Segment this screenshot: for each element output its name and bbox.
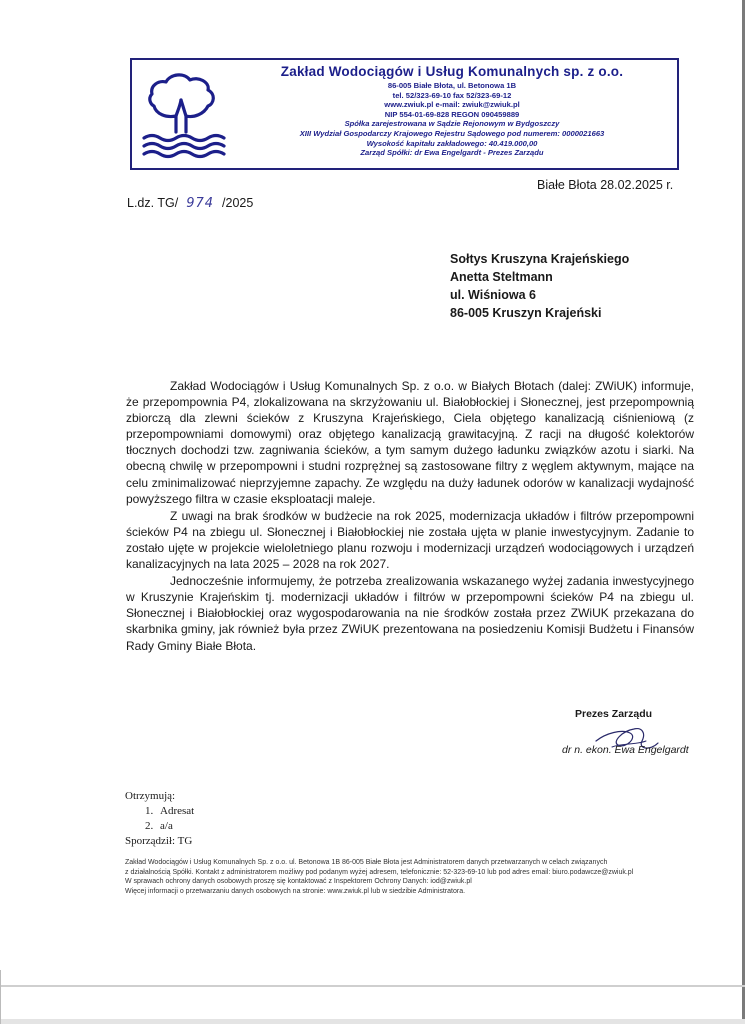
body-paragraph: Jednocześnie informujemy, że potrzeba zrealizowania wskazanego wyżej zadania inwestycyjnego w Kruszynie Krajeńskim tj. modernizacji układów i filtrów w przepompowni ścieków P4 na zbiegu ul. Słonecznej i Białobłockiej oraz wygospodarowania na nie środków została przez ZWiUK przekazana do skarbnika gminy, jak również była przez ZWiUK prezentowana na posiedzeniu Komisji Budżetu i Finansów Rady Gminy Białe Błota. [126,574,694,653]
addressee-line: Anetta Steltmann [450,270,553,284]
footer-line: W sprawach ochrony danych osobowych proszę się kontaktować z Inspektorem Ochrony Danych: iod@zwiuk.pl [125,878,472,886]
company-nip: NIP 554-01-69-828 REGON 090459889 [384,109,520,119]
list-item-number: 2. [145,820,154,832]
handwritten-signature [592,715,664,771]
footer-line: z działalnością Spółki. Kontakt z administratorem możliwy pod podanym wyżej adresem, telefonicznie: 52-323-69-10 lub pod adres email: biuro.podawcze@zwiuk.pl [125,868,634,876]
tree-water-logo-icon [138,70,228,166]
list-item-text: Adresat [160,805,195,817]
footer-line: Więcej informacji o przetwarzaniu danych osobowych na stronie: www.zwiuk.pl lub w siedzibie Administratora. [125,887,466,895]
reference-handwritten-number: 974 [186,196,215,211]
list-item [125,804,194,819]
list-item-number: 1. [145,805,154,817]
company-krs: XIII Wydział Gospodarczy Krajowego Rejestru Sądowego pod numerem: 0000021663 [299,128,605,138]
company-court: Spółka zarejestrowana w Sądzie Rejonowym w Bydgoszczy [344,119,560,129]
reference-prefix: L.dz. TG/ [127,196,179,210]
addressee-line: ul. Wiśniowa 6 [450,288,537,302]
company-board: Zarząd Spółki: dr Ewa Engelgardt - Prezes Zarządu [360,148,544,158]
body-paragraph: Z uwagi na brak środków w budżecie na rok 2025, modernizacja układów i filtrów przepompowni ścieków P4 na zbiegu ul. Słonecznej i Białobłockiej nie została ujęta w planie inwestycyjnym. Zadanie to zostało ujęte w projekcie wieloletniego planu rozwoju i modernizacji urządzeń wodociągowych i urządzeń kanalizacyjnych na lata 2025 – 2028 na rok 2027. [126,508,694,572]
scan-edge-bottom-shadow [0,1019,745,1024]
reference-number [127,196,253,211]
prepared-by: Sporządził: TG [125,835,193,847]
company-phone: tel. 52/323-69-10 fax 52/323-69-12 [392,90,512,100]
recipients-label: Otrzymują: [125,790,176,802]
letter-date: Białe Błota 28.02.2025 r. [537,178,674,192]
footer-line: Zakład Wodociągów i Usług Komunalnych Sp. z o.o. ul. Betonowa 1B 86-005 Białe Błota jest Administratorem danych przetwarzanych w celach związanych [125,859,608,866]
company-address: 86-005 Białe Błota, ul. Betonowa 1B [387,81,517,90]
gdpr-footer [125,858,695,896]
scan-edge-left [0,970,1,1024]
addressee-line: 86-005 Kruszyn Krajeński [450,306,602,320]
letterhead [130,58,679,170]
addressee-block [450,250,629,322]
signature-name: dr n. ekon. Ewa Engelgardt [562,744,689,756]
addressee-line: Sołtys Kruszyna Krajeńskiego [450,252,630,266]
letter-body [126,378,694,655]
reference-suffix: /2025 [222,196,254,210]
company-web: www.zwiuk.pl e-mail: zwiuk@zwiuk.pl [384,100,520,110]
company-capital: Wysokość kapitału zakładowego: 40.419.000,00 [366,138,538,148]
list-item-text: a/a [160,820,173,832]
scan-edge-bottom [0,985,745,987]
list-item [125,819,194,834]
signature-title: Prezes Zarządu [575,708,653,720]
company-name: Zakład Wodociągów i Usług Komunalnych sp. z o.o. [280,64,624,79]
body-paragraph: Zakład Wodociągów i Usług Komunalnych Sp. z o.o. w Białych Błotach (dalej: ZWiUK) informuje, że przepompownia P4, zlokalizowana na skrzyżowaniu ul. Białobłockiej i Słonecznej, jest przepompownią zbiorczą dla zlewni ścieków z Kruszyna Krajeńskiego, Ciela objętego kanalizacją ciśnieniową (z przepompowniami domowymi) oraz objętego kanalizacją grawitacyjną. Z racji na długość kolektorów tłocznych dochodzi tzw. zagniwania ścieków, a tym samym dużego ładunku związków azotu i siarki. Na obecną chwilę w przepompowni i studni rozprężnej są zastosowane filtry z węglem aktywnym, mające na celu zminimalizować nieprzyjemne zapachy. Ze względu na duży ładunek odorów w kanalizacji wydajność powyższego filtra w czasie eksploatacji maleje. [126,379,694,506]
recipients-list [125,789,194,849]
